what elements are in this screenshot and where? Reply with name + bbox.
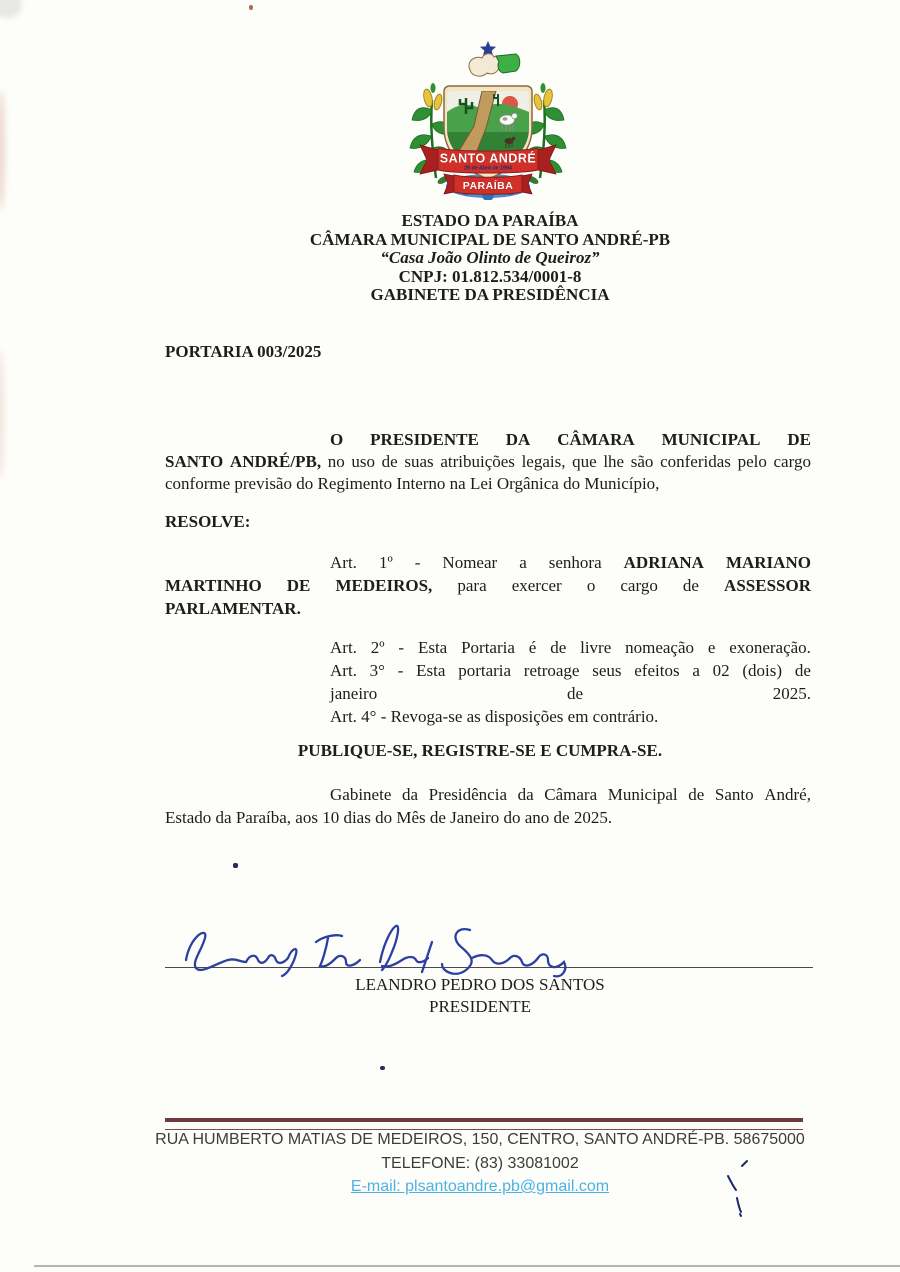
scan-smudge (0, 0, 22, 18)
paraiba-map (469, 54, 520, 76)
publish-order: PUBLIQUE-SE, REGISTRE-SE E CUMPRA-SE. (297, 741, 663, 760)
preamble-line-2: SANTO ANDRÉ/PB, no uso de suas atribuições legais, que lhe são conferidas pelo cargo (165, 452, 811, 471)
letterhead-chamber: CÂMARA MUNICIPAL DE SANTO ANDRÉ-PB (309, 229, 671, 249)
signer-name: LEANDRO PEDRO DOS SANTOS (355, 975, 605, 994)
article-3-line-1: Art. 3° - Esta portaria retroage seus efeitos a 02 (dois) de (330, 661, 811, 680)
closing-line-2: Estado da Paraíba, aos 10 dias do Mês de Janeiro do ano de 2025. (165, 808, 613, 827)
preamble-line-1: O PRESIDENTE DA CÂMARA MUNICIPAL DE (330, 430, 811, 449)
ink-speck (249, 5, 253, 10)
footer-email: E-mail: plsantoandre.pb@gmail.com (350, 1178, 610, 1195)
preamble-line-3: conforme previsão do Regimento Interno na Lei Orgânica do Município, (165, 474, 660, 493)
document-number: PORTARIA 003/2025 (165, 342, 322, 361)
letterhead-office: GABINETE DA PRESIDÊNCIA (370, 285, 610, 304)
ink-speck (233, 863, 238, 868)
article-1-line-1: Art. 1º - Nomear a senhora ADRIANA MARIANO (330, 553, 811, 572)
ink-speck (380, 1066, 385, 1070)
letterhead (125, 212, 855, 305)
signature-handwriting (170, 918, 600, 982)
footer-address: RUA HUMBERTO MATIAS DE MEDEIROS, 150, CENTRO, SANTO ANDRÉ-PB. 58675000 (155, 1131, 805, 1148)
letterhead-cnpj: CNPJ: 01.812.534/0001-8 (398, 266, 582, 286)
pen-marks (718, 1152, 762, 1222)
crest-state-label: PARAÍBA (462, 180, 514, 192)
article-4: Art. 4° - Revoga-se as disposições em contrário. (330, 707, 659, 726)
footer-rule (165, 1118, 803, 1130)
signer-title: PRESIDENTE (429, 997, 531, 1016)
article-1-line-3: PARLAMENTAR. (165, 599, 301, 618)
letterhead-house-name: “Casa João Olinto de Queiroz” (380, 248, 600, 267)
scan-smudge (0, 90, 5, 210)
crest-city-label: SANTO ANDRÉ (439, 151, 537, 166)
municipal-coat-of-arms (406, 40, 570, 200)
resolve-heading: RESOLVE: (165, 512, 251, 531)
state-ribbon (444, 174, 532, 194)
letterhead-state: ESTADO DA PARAÍBA (401, 211, 579, 230)
closing-line-1: Gabinete da Presidência da Câmara Municipal de Santo André, (330, 785, 811, 804)
article-2: Art. 2º - Esta Portaria é de livre nomeação e exoneração. (330, 638, 811, 657)
scan-smudge (0, 350, 4, 480)
article-1-line-2: MARTINHO DE MEDEIROS, para exercer o cargo de ASSESSOR (165, 576, 811, 595)
paper-edge-shadow (34, 1265, 900, 1267)
crest-date-label: 29 de Abril de 1994 (464, 165, 512, 172)
article-3-line-2: janeiro de 2025. (330, 684, 811, 703)
footer-phone: TELEFONE: (83) 33081002 (381, 1155, 579, 1172)
